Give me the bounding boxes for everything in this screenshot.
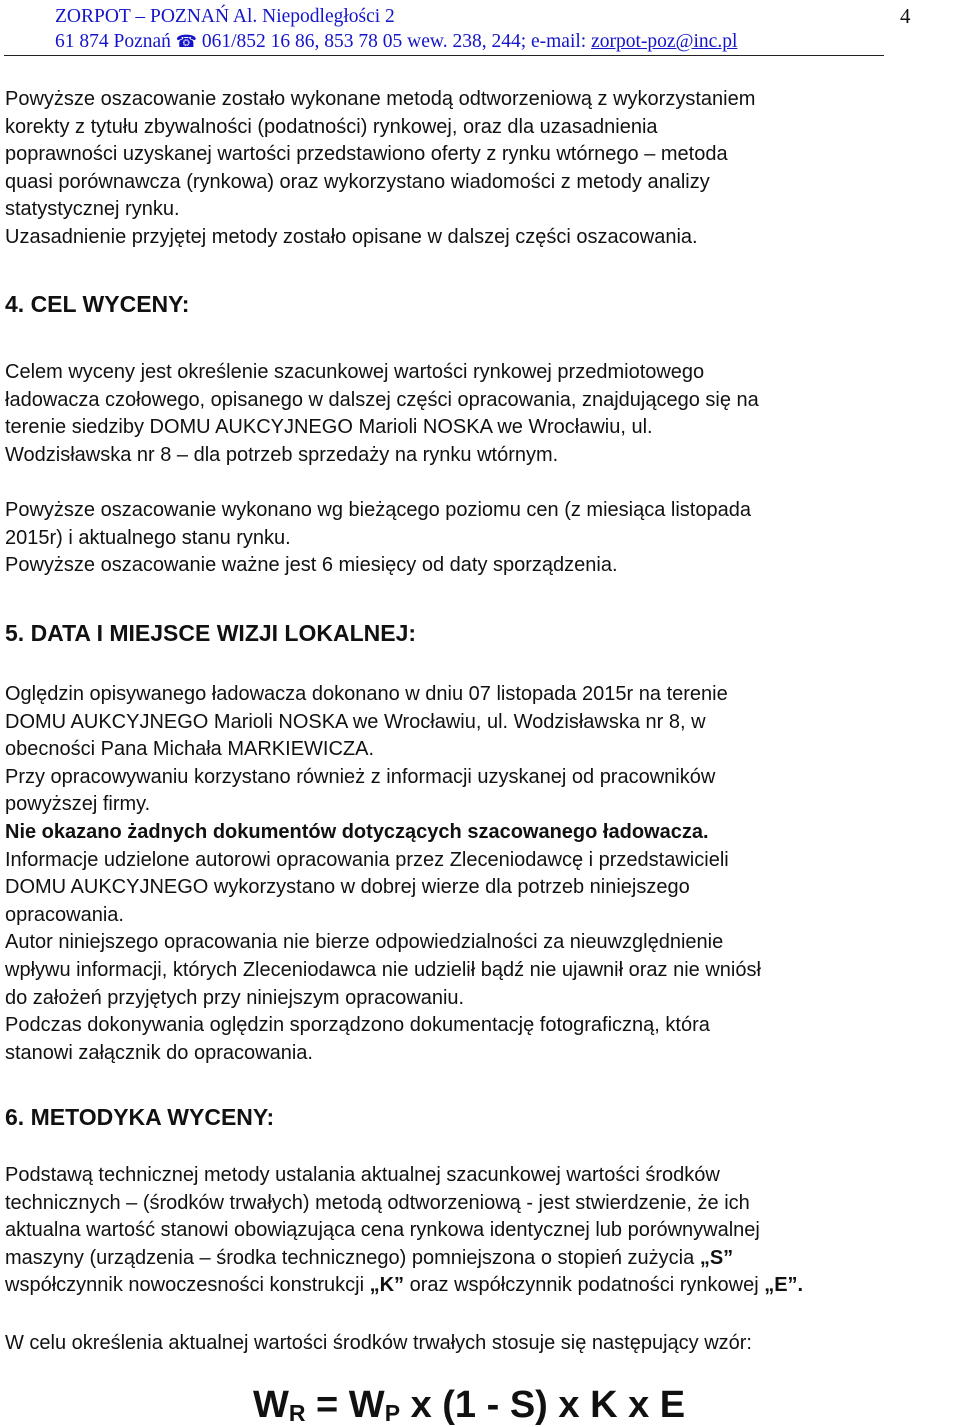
text-span: współczynnik nowoczesności konstrukcji xyxy=(5,1274,370,1297)
text-line xyxy=(5,1272,955,1300)
company-name-address: ZORPOT – POZNAŃ Al. Niepodległości 2 xyxy=(55,6,395,27)
text-line: 2015r) i aktualnego stanu rynku. xyxy=(5,526,291,549)
text-line: aktualna wartość stanowi obowiązująca cena rynkowa identycznej lub porównywalnej xyxy=(5,1219,760,1242)
coefficient-s: „S” xyxy=(699,1246,734,1269)
formula-sub-r: R xyxy=(288,1400,306,1426)
text-line: terenie siedziby DOMU AUKCYJNEGO Marioli NOSKA we Wrocławiu, ul. xyxy=(5,416,653,439)
company-contact-line xyxy=(55,29,885,54)
text-line: korekty z tytułu zbywalności (podatności) rynkowej, oraz dla uzasadnienia xyxy=(5,115,658,138)
formula-wr: W xyxy=(253,1384,289,1426)
text-line: opracowania. xyxy=(5,903,124,926)
coefficient-e: „E”. xyxy=(764,1274,804,1297)
text-line: powyższej firmy. xyxy=(5,793,151,816)
text-line: Celem wyceny jest określenie szacunkowej wartości rynkowej przedmiotowego xyxy=(5,361,705,383)
bold-notice-line: Nie okazano żadnych dokumentów dotyczących szacowanego ładowacza. xyxy=(5,820,709,843)
text-line: Uzasadnienie przyjętej metody zostało opisane w dalszej części oszacowania. xyxy=(5,225,698,248)
text-line: statystycznej rynku. xyxy=(5,198,180,221)
text-span: maszyny (urządzenia – środka technicznego) pomniejszona o stopień zużycia xyxy=(5,1246,700,1269)
formula-rest: x (1 - S) x K x E xyxy=(400,1384,686,1426)
text-line: quasi porównawcza (rynkowa) oraz wykorzystano wiadomości z metody analizy xyxy=(5,170,710,193)
formula-intro: W celu określenia aktualnej wartości środków trwałych stosuje się następujący wzór: xyxy=(5,1332,752,1354)
telephone-icon: ☎ xyxy=(175,32,197,51)
text-line: wpływu informacji, których Zleceniodawca nie udzielił bądź nie ujawnił oraz nie wniósł xyxy=(5,958,761,981)
text-line: obecności Pana Michała MARKIEWICZA. xyxy=(5,738,375,761)
text-line: technicznych – (środków trwałych) metodą odtworzeniową - jest stwierdzenie, że ich xyxy=(5,1191,750,1214)
section-5-heading: 5. DATA I MIEJSCE WIZJI LOKALNEJ: xyxy=(5,620,417,646)
formula-eq-wp: = W xyxy=(305,1384,385,1426)
text-line: Powyższe oszacowanie zostało wykonane metodą odtworzeniową z wykorzystaniem xyxy=(5,88,756,110)
text-line: poprawności uzyskanej wartości przedstawiono oferty z rynku wtórnego – metoda xyxy=(5,143,728,166)
intro-paragraph xyxy=(5,86,955,252)
text-line: Informacje udzielone autorowi opracowania przez Zleceniodawcę i przedstawicieli xyxy=(5,848,729,871)
text-line: Wodzisławska nr 8 – dla potrzeb sprzedaży na rynku wtórnym. xyxy=(5,443,559,466)
section-4-purpose-paragraph xyxy=(5,359,955,469)
coefficient-k: „K” xyxy=(369,1274,405,1297)
formula-sub-p: P xyxy=(384,1400,401,1426)
text-line: DOMU AUKCYJNEGO wykorzystano w dobrej wierze dla potrzeb niniejszego xyxy=(5,876,690,899)
text-line: Podstawą technicznej metody ustalania aktualnej szacunkowej wartości środków xyxy=(5,1164,720,1186)
text-line: Przy opracowywaniu korzystano również z informacji uzyskanej od pracowników xyxy=(5,765,716,788)
section-4-heading: 4. CEL WYCENY: xyxy=(5,291,190,317)
section-5-paragraph xyxy=(5,681,955,1067)
text-line: Powyższe oszacowanie wykonano wg bieżącego poziomu cen (z miesiąca listopada xyxy=(5,499,751,521)
text-line: do założeń przyjętych przy niniejszym opracowaniu. xyxy=(5,986,465,1009)
text-line: ładowacza czołowego, opisanego w dalszej części opracowania, znajdującego się na xyxy=(5,388,759,411)
valuation-formula xyxy=(253,1384,685,1427)
text-line xyxy=(5,1245,955,1273)
postal-city: 61 874 Poznań xyxy=(55,31,171,52)
header-divider xyxy=(4,55,884,56)
text-line: Powyższe oszacowanie ważne jest 6 miesięcy od daty sporządzenia. xyxy=(5,554,618,577)
text-span: oraz współczynnik podatności rynkowej xyxy=(404,1274,765,1297)
document-header xyxy=(55,4,885,54)
section-6-heading: 6. METODYKA WYCENY: xyxy=(5,1104,275,1130)
section-4-validity-paragraph xyxy=(5,497,955,580)
text-line: Podczas dokonywania oględzin sporządzono dokumentację fotograficzną, która xyxy=(5,1014,710,1037)
text-line: Autor niniejszego opracowania nie bierze odpowiedzialności za nieuwzględnienie xyxy=(5,931,724,954)
page-number: 4 xyxy=(900,4,911,28)
phone-numbers: 061/852 16 86, 853 78 05 wew. 238, 244; e-mail: xyxy=(201,31,592,52)
section-6-paragraph xyxy=(5,1162,955,1300)
text-line: DOMU AUKCYJNEGO Marioli NOSKA we Wrocławiu, ul. Wodzisławska nr 8, w xyxy=(5,710,706,733)
text-line: stanowi załącznik do opracowania. xyxy=(5,1041,313,1064)
email-link[interactable]: zorpot-poz@inc.pl xyxy=(591,31,738,52)
text-line: Oględzin opisywanego ładowacza dokonano w dniu 07 listopada 2015r na terenie xyxy=(5,683,728,705)
